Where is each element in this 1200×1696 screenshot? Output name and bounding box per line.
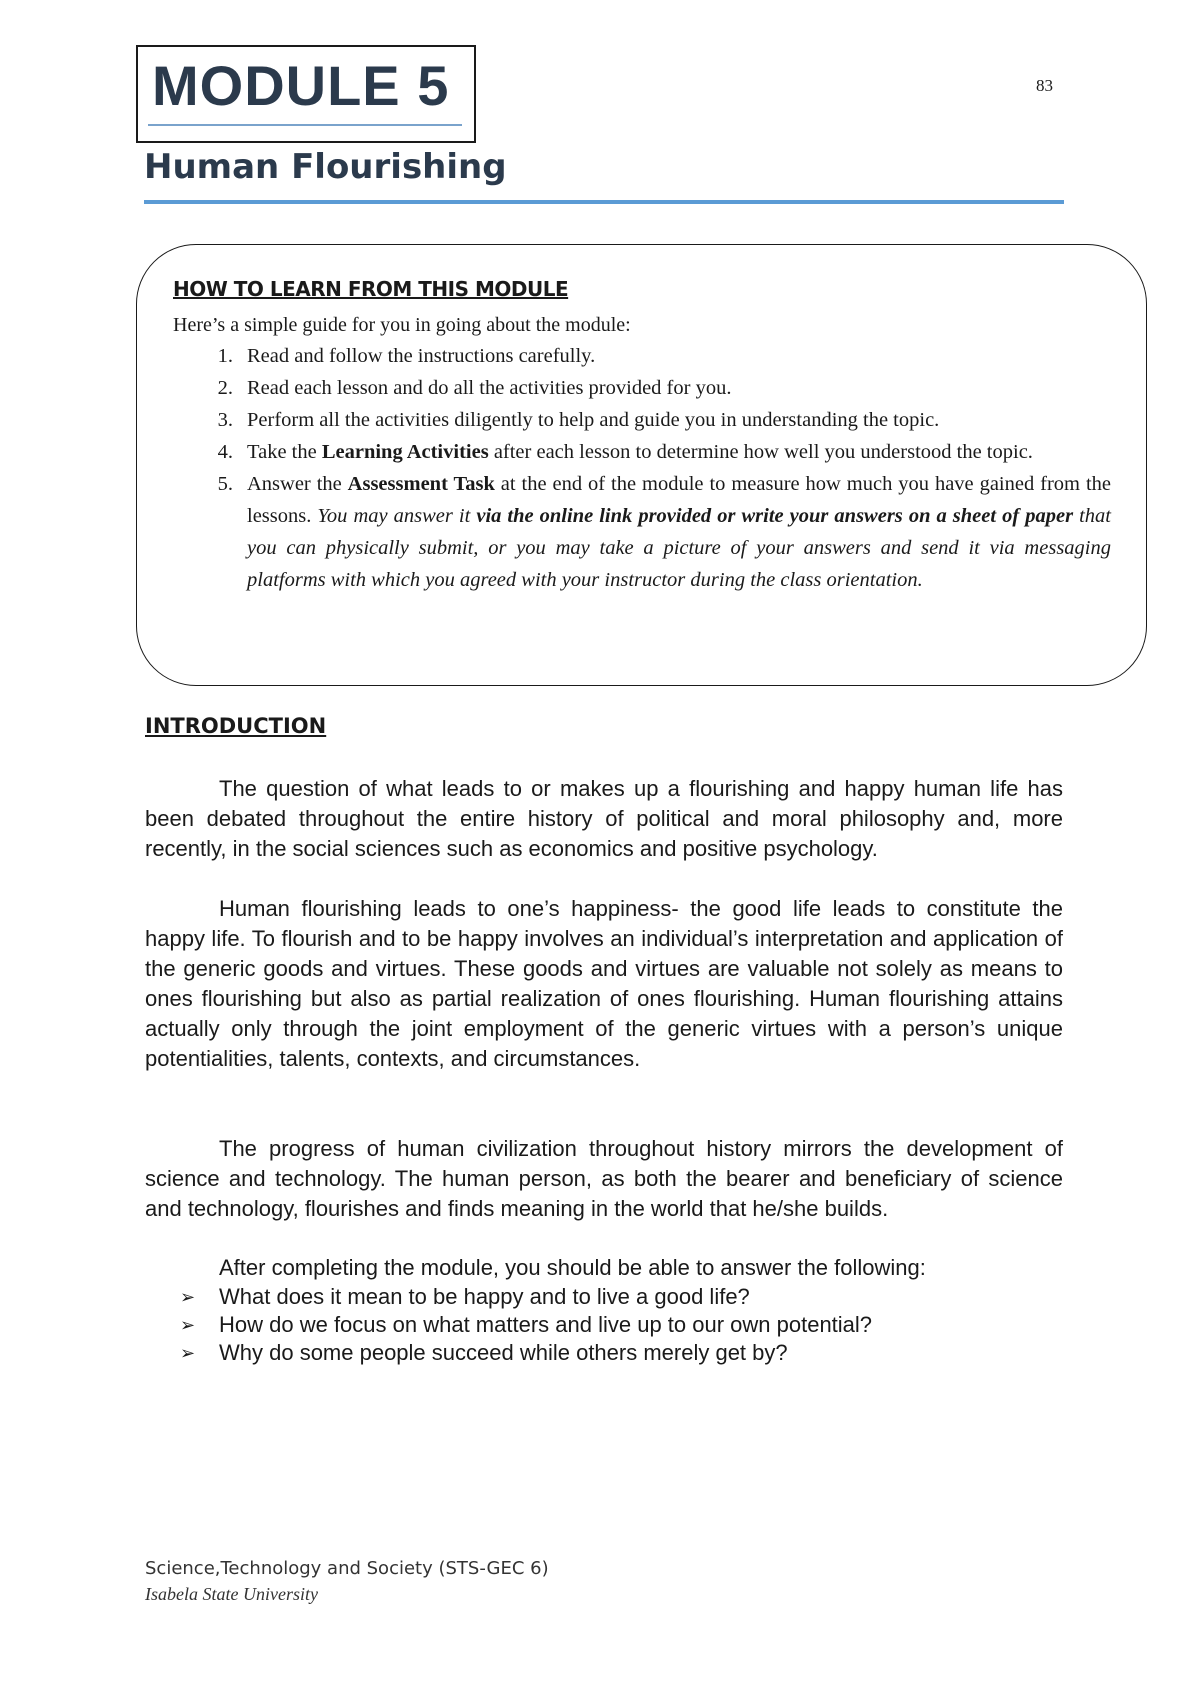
arrow-bullet-icon: ➢ [180,1315,196,1335]
intro-paragraph: The question of what leads to or makes up a flourishing and happy human life has been debated throughout the entire history of political and moral philosophy and, more recently, in the social sciences such as economics and positive psychology. [145,776,1063,861]
guide-step-text-part: after each lesson to determine how well you understood the topic. [488,441,1033,463]
intro-paragraph: Human flourishing leads to one’s happiness- the good life leads to constitute the happy life. To flourish and to be happy involves an individual’s interpretation and application of the generic goods and virtues. These goods and virtues are valuable not solely as means to ones flourishing but also as partial realization of ones flourishing. Human flourishing attains actually only through the joint employment of the generic virtues with a person’s unique potentialities, talents, contexts, and circumstances. [145,896,1063,1071]
guide-step-text-part: at the end of the module to measure how much you have gained from the lessons. [247,473,1111,527]
guide-step-number: 2. [217,377,233,399]
title-divider [144,200,1064,204]
arrow-bullet-icon: ➢ [180,1343,196,1363]
objective-item [180,1311,872,1339]
assessment-task-term: Assessment Task [347,473,495,495]
guide-step-text [247,436,1111,468]
objectives-list [180,1283,872,1367]
guide-step-text: Perform all the activities diligently to help and guide you in understanding the topic. [247,409,940,431]
module-title-underline [148,124,462,126]
guide-step [173,468,1111,596]
objectives-intro: After completing the module, you should be able to answer the following: [219,1255,926,1280]
guide-step-number: 5. [217,473,233,495]
guide-step [173,340,1111,372]
guide-step-text: Read and follow the instructions carefully. [247,345,596,367]
objective-text: How do we focus on what matters and live up to our own potential? [219,1312,873,1337]
page-title: Human Flourishing [144,147,507,187]
guide-step-text: Read each lesson and do all the activities provided for you. [247,377,732,399]
guide-step-text [247,468,1111,596]
guide-step-text-part: Answer the [247,473,348,495]
learning-guide-intro: Here’s a simple guide for you in going about the module: [173,314,631,336]
objective-text: Why do some people succeed while others merely get by? [219,1340,788,1365]
page-number: 83 [1036,76,1053,95]
guide-step [173,372,1111,404]
footer-university: Isabela State University [145,1584,318,1604]
guide-step [173,404,1111,436]
objective-text: What does it mean to be happy and to live a good life? [219,1284,750,1309]
submission-note: that you can physically submit, or you may take a picture of your answers and send it via messaging platforms with which you agreed with your instructor during the class orientation. [247,505,1111,591]
objective-item [180,1339,872,1367]
guide-step-number: 4. [217,441,233,463]
introduction-heading: INTRODUCTION [145,714,327,738]
learning-guide-heading: HOW TO LEARN FROM THIS MODULE [173,277,569,301]
guide-step-number: 1. [217,345,233,367]
guide-step-text-part: Take the [247,441,322,463]
arrow-bullet-icon: ➢ [180,1287,196,1307]
learning-activities-term: Learning Activities [321,441,489,463]
objective-item [180,1283,872,1311]
footer-course-name: Science,Technology and Society (STS-GEC 6) [145,1558,549,1579]
guide-step-number: 3. [217,409,233,431]
submission-note-emphasis: via the online link provided or write your answers on a sheet of paper [476,505,1074,527]
module-title: MODULE 5 [152,54,450,117]
learning-guide-list [173,340,1111,596]
submission-note: You may answer it [317,505,477,527]
intro-paragraph: The progress of human civilization throughout history mirrors the development of science and technology. The human person, as both the bearer and beneficiary of science and technology, flourishes and finds meaning in the world that he/she builds. [145,1136,1063,1221]
guide-step [173,436,1111,468]
